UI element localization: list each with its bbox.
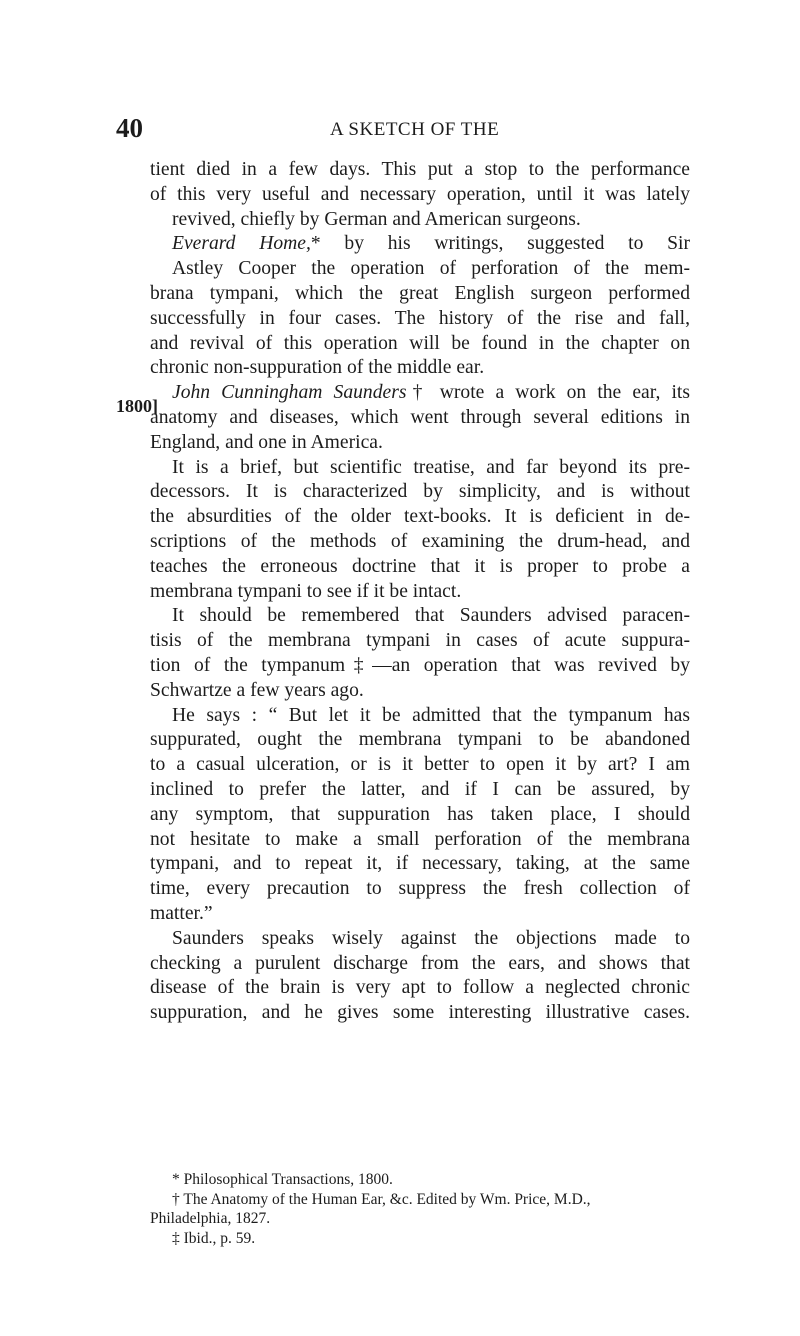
text-line: suppuration, and he gives some interesting illustrative cases.	[150, 1002, 690, 1024]
running-head: A SKETCH OF THE	[330, 119, 500, 140]
text-line: revived, chiefly by German and American surgeons.	[172, 208, 581, 230]
text-line: England, and one in America.	[150, 431, 383, 453]
text-line: to a casual ulceration, or is it better to open it by art? I am	[150, 754, 690, 776]
text-line: matter.”	[150, 902, 213, 924]
text-line: any symptom, that suppuration has taken place, I should	[150, 803, 690, 825]
text-line: checking a purulent discharge from the ears, and shows that	[150, 952, 690, 974]
text-line: John Cunningham Saunders† wrote a work on the ear, its	[172, 382, 690, 404]
text-line: Astley Cooper the operation of perforation of the mem-	[172, 258, 690, 280]
text-line: tisis of the membrana tympani in cases of acute suppura-	[150, 630, 690, 652]
footnote-line: ‡ Ibid., p. 59.	[172, 1229, 256, 1247]
text-line: Everard Home,* by his writings, suggested to Sir	[172, 233, 690, 255]
text-line: brana tympani, which the great English surgeon performed	[150, 282, 690, 304]
text-line: chronic non-suppuration of the middle ear.	[150, 357, 485, 379]
text-line: teaches the erroneous doctrine that it is proper to probe a	[150, 555, 690, 577]
text-line: inclined to prefer the latter, and if I can be assured, by	[150, 778, 690, 800]
text-line: It should be remembered that Saunders advised paracen-	[172, 605, 690, 627]
text-line: successfully in four cases. The history of the rise and fall,	[150, 307, 690, 329]
text-line: scriptions of the methods of examining the drum-head, and	[150, 530, 690, 552]
text-line: It is a brief, but scientific treatise, and far beyond its pre-	[172, 456, 690, 478]
text-line: suppurated, ought the membrana tympani to be abandoned	[150, 729, 690, 751]
text-line: Schwartze a few years ago.	[150, 679, 364, 701]
text-line: tion of the tympanum‡—an operation that was revived by	[150, 654, 690, 676]
text-line: not hesitate to make a small perforation of the membrana	[150, 828, 690, 850]
text-line: disease of the brain is very apt to follow a neglected chronic	[150, 977, 690, 999]
text-line: membrana tympani to see if it be intact.	[150, 580, 462, 602]
page-number: 40	[116, 113, 143, 143]
italic-name: John Cunningham Saunders	[172, 382, 407, 404]
text-line: and revival of this operation will be found in the chapter on	[150, 332, 690, 354]
body-text	[150, 158, 690, 1026]
page-header	[0, 113, 800, 143]
footnote-line: Philadelphia, 1827.	[150, 1210, 271, 1227]
text-line: He says : “ But let it be admitted that the tympanum has	[172, 704, 690, 726]
text-line: time, every precaution to suppress the fresh collection of	[150, 878, 690, 900]
text-line: tient died in a few days. This put a stop to the performance	[150, 159, 690, 180]
text-line: the absurdities of the older text-books. It is deficient in de-	[150, 506, 690, 528]
footnotes	[150, 1170, 690, 1248]
margin-year-note: 1800]	[116, 396, 158, 416]
text-line: tympani, and to repeat it, if necessary, taking, at the same	[150, 853, 690, 875]
text-line: of this very useful and necessary operation, until it was lately	[150, 183, 690, 205]
text-line: Saunders speaks wisely against the objections made to	[172, 927, 690, 949]
italic-name: Everard Home,	[172, 233, 311, 255]
text-line: decessors. It is characterized by simplicity, and is without	[150, 481, 690, 503]
footnote-line: † The Anatomy of the Human Ear, &c. Edited by Wm. Price, M.D.,	[172, 1190, 591, 1208]
footnote-line: * Philosophical Transactions, 1800.	[172, 1171, 393, 1188]
text-line: anatomy and diseases, which went through several editions in	[150, 406, 690, 428]
